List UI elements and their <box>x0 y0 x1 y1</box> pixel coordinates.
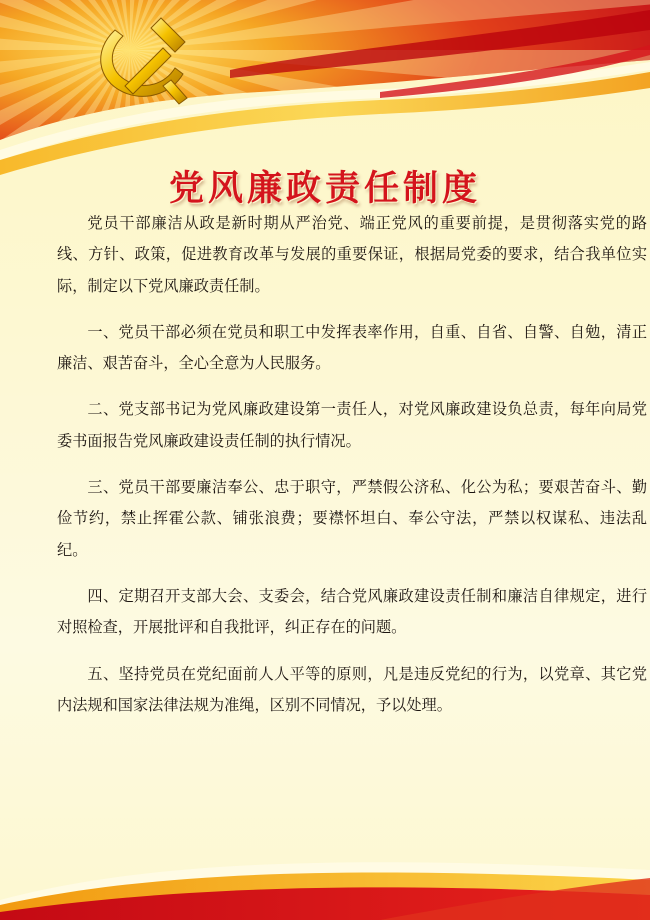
rule-paragraph-2: 二、党支部书记为党风廉政建设第一责任人，对党风廉政建设负总责，每年向局党委书面报告党风廉政建设责任制的执行情况。 <box>57 400 647 450</box>
rule-paragraph-5: 五、坚持党员在党纪面前人人平等的原则，凡是违反党纪的行为，以党章、其它党内法规和国家法律法规为准绳，区别不同情况，予以处理。 <box>57 664 647 714</box>
intro-paragraph: 党员干部廉洁从政是新时期从严治党、端正党风的重要前提，是贯彻落实党的路线、方针、政策，促进教育改革与发展的重要保证，根据局党委的要求，结合我单位实际，制定以下党风廉政责任制。 <box>57 214 647 295</box>
rule-paragraph-4: 四、定期召开支部大会、支委会，结合党风廉政建设责任制和廉洁自律规定，进行对照检查，开展批评和自我批评，纠正存在的问题。 <box>57 586 647 637</box>
body-text <box>57 208 647 736</box>
rule-paragraph-1: 一、党员干部必须在党员和职工中发挥表率作用，自重、自省、自警、自勉，清正廉洁、艰苦奋斗，全心全意为人民服务。 <box>57 322 647 373</box>
rule-paragraph-3: 三、党员干部要廉洁奉公、忠于职守，严禁假公济私、化公为私；要艰苦奋斗、勤俭节约，禁止挥霍公款、铺张浪费；要襟怀坦白、奉公守法，严禁以权谋私、违法乱纪。 <box>57 478 647 559</box>
poster-title: 党风廉政责任制度 <box>168 169 481 210</box>
